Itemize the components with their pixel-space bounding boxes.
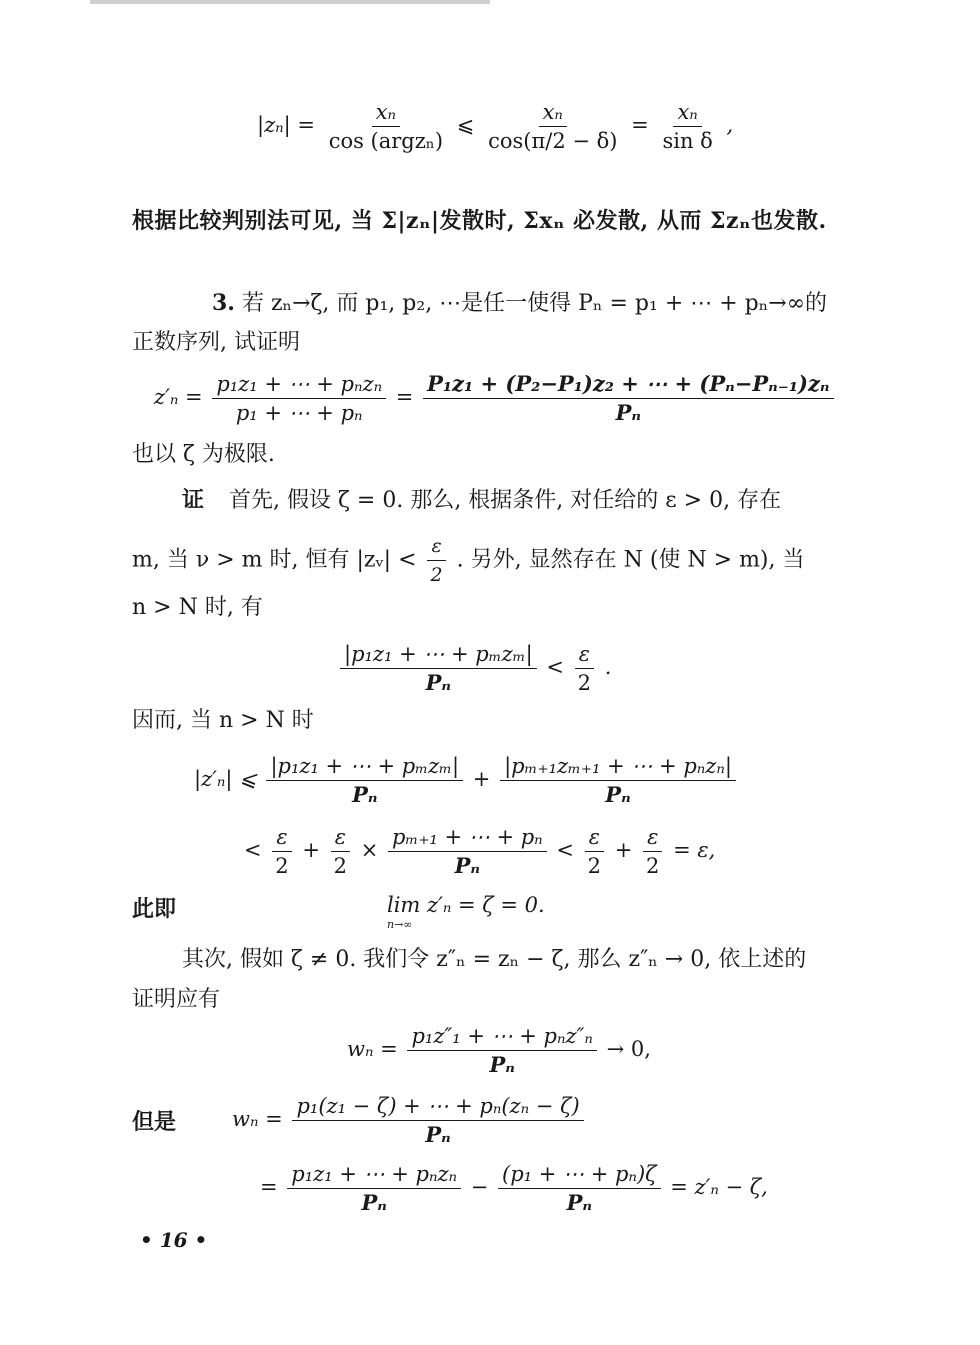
- eq1-fraction-1: $\frac{\text{xₙ}}{\text{cos (argzₙ)}}$: [328, 100, 444, 153]
- problem-3-line-1: 3. 若 zₙ→ζ, 而 p₁, p₂, ⋯是任一使得 Pₙ = p₁ + ⋯ + pₙ→∞的: [212, 290, 828, 316]
- eq1-lhs: |zₙ| =: [257, 113, 315, 137]
- proof-label: 证: [182, 487, 205, 513]
- proof-line-4: 因而, 当 n > N 时: [132, 708, 314, 733]
- label-that-is: 此即: [132, 896, 177, 922]
- equation-F: = $\frac{\text{p₁z₁ + ⋯ + pₙzₙ}}{\text{Pₙ}}$ − $\frac{\text{(p₁ + ⋯ + pₙ)ζ}}{\text{Pₙ}}$ = z′ₙ − ζ,: [260, 1162, 768, 1215]
- equation-C: < $\frac{\varepsilon}{2}$ + $\frac{\varepsilon}{2}$ × $\frac{\text{pₘ₊₁ + ⋯ + pₙ}}{\text{Pₙ}}$ < $\frac{\varepsilon}{2}$ + $\frac{\varepsilon}{2}$ = ε,: [244, 825, 716, 878]
- equation-E: wₙ = $\frac{\text{p₁(z₁ − ζ) + ⋯ + pₙ(zₙ − ζ)}}{\text{Pₙ}}$: [232, 1092, 587, 1149]
- equation-1: |zₙ| = $\frac{\text{xₙ}}{\text{cos (argzₙ)}}$ ⩽ $\frac{\text{xₙ}}{\cos(\pi/2 - \delta)}$ = $\frac{\text{xₙ}}{\text{sin δ}}$ ,: [257, 100, 734, 153]
- equation-A: $\frac{\text{|p₁z₁ + ⋯ + pₘzₘ|}}{\text{Pₙ}}$ < $\frac{\varepsilon}{2}$ .: [337, 640, 611, 697]
- eq1-fraction-3: $\frac{\text{xₙ}}{\text{sin δ}}$: [662, 100, 713, 153]
- equation-B: |z′ₙ| ⩽ $\frac{\text{|p₁z₁ + ⋯ + pₘzₘ|}}{\text{Pₙ}}$ + $\frac{\text{|pₘ₊₁zₘ₊₁ + ⋯ + pₙzₙ|}}{\text{Pₙ}}$: [194, 752, 739, 809]
- problem-number: 3.: [212, 290, 235, 316]
- scan-top-edge: [90, 0, 490, 4]
- problem-3-line-2: 正数序列, 试证明: [132, 330, 300, 355]
- equation-problem-3: z′ₙ = $\frac{\text{p₁z₁ + ⋯ + pₙzₙ}}{\text{p₁ + ⋯ + pₙ}}$ = $\frac{\text{P₁z₁ + (P₂−P₁)z₂ + ⋯ + (Pₙ−Pₙ₋₁)zₙ}}{\text{Pₙ}}$: [154, 370, 837, 427]
- eq3-fraction-2: $\frac{\text{P₁z₁ + (P₂−P₁)z₂ + ⋯ + (Pₙ−Pₙ₋₁)zₙ}}{\text{Pₙ}}$: [423, 370, 833, 427]
- problem-3-line-3: 也以 ζ 为极限.: [132, 442, 275, 467]
- paragraph-comparison-test: 根据比较判别法可见, 当 Σ|zₙ|发散时, Σxₙ 必发散, 从而 Σzₙ也发散.: [132, 208, 827, 234]
- proof-line-5: 其次, 假如 ζ ≠ 0. 我们令 z″ₙ = zₙ − ζ, 那么 z″ₙ → 0, 依上述的: [182, 947, 807, 972]
- eq3-fraction-1: $\frac{\text{p₁z₁ + ⋯ + pₙzₙ}}{\text{p₁ + ⋯ + pₙ}}$: [212, 370, 386, 427]
- equation-D: wₙ = $\frac{\text{p₁z″₁ + ⋯ + pₙz″ₙ}}{\text{Pₙ}}$ → 0,: [347, 1024, 651, 1077]
- proof-line-1: 证 首先, 假设 ζ = 0. 那么, 根据条件, 对任给的 ε > 0, 存在: [182, 487, 782, 513]
- epsilon-over-2: $\frac{\varepsilon}{2}$: [427, 532, 447, 589]
- eq1-fraction-2: $\frac{\text{xₙ}}{\cos(\pi/2 - \delta)}$: [488, 100, 618, 153]
- proof-line-2: m, 当 ν > m 时, 恒有 |zᵥ| < $\frac{\varepsilon}{2}$ . 另外, 显然存在 N (使 N > m), 当: [132, 532, 805, 589]
- page-number: • 16 •: [140, 1228, 208, 1252]
- limit-subscript: n→∞: [387, 918, 413, 931]
- eq1-relation: ⩽: [456, 113, 475, 137]
- label-but: 但是: [132, 1109, 177, 1135]
- proof-line-3: n > N 时, 有: [132, 595, 263, 620]
- proof-line-6: 证明应有: [132, 987, 221, 1012]
- limit-equation: lim z′ₙ = ζ = 0. n→∞: [387, 893, 545, 931]
